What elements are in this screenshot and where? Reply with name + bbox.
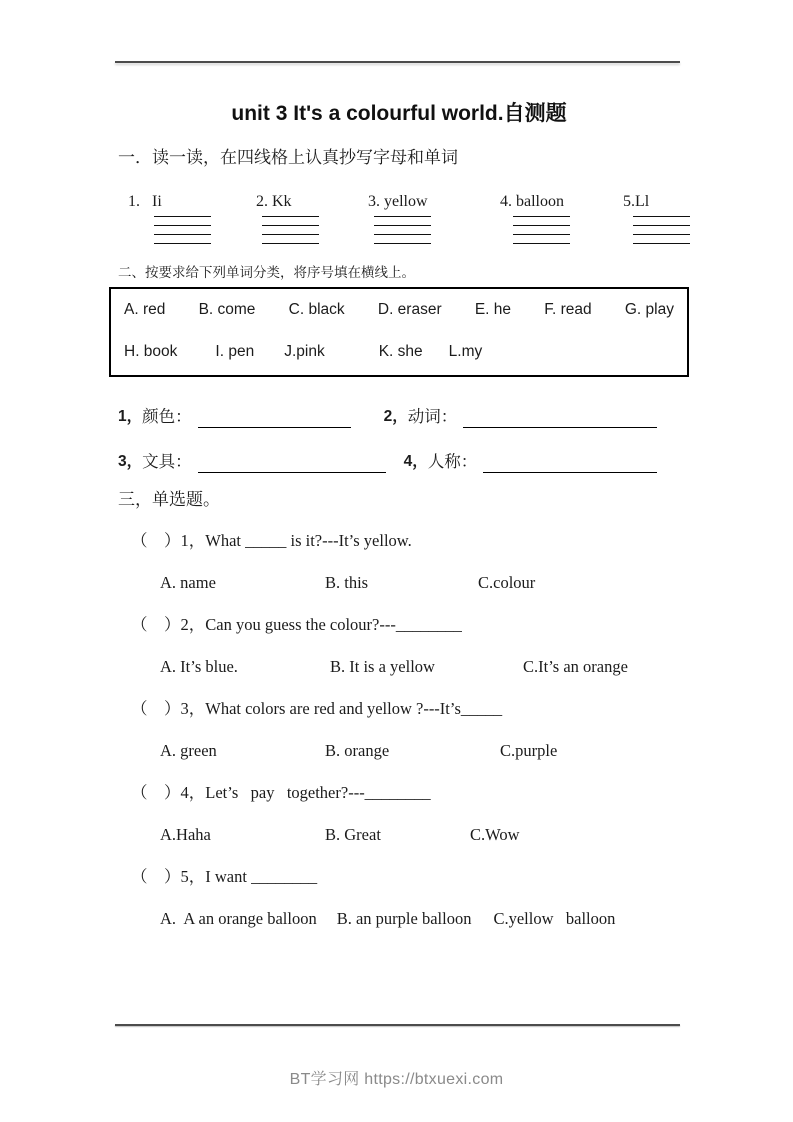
grid-line: [262, 234, 319, 243]
copy-item-label: 1. Ii: [128, 193, 162, 210]
four-line-writing-grid: [262, 216, 319, 252]
question-stem: （ ）2，Can you guess the colour?---________: [131, 615, 462, 634]
grid-line: [262, 216, 319, 225]
option: B. orange: [325, 741, 390, 760]
four-line-writing-grid: [513, 216, 570, 252]
grid-line: [633, 234, 690, 243]
word-bank-item: E. he: [474, 301, 512, 318]
question-block: [118, 531, 680, 593]
question-stem: （ ）1，What _____ is it?---It’s yellow.: [131, 531, 412, 550]
option: A.Haha: [160, 825, 211, 844]
option: C.It’s an orange: [523, 657, 628, 676]
category-label: 文具：: [142, 452, 192, 471]
category-label: 颜色：: [142, 407, 192, 426]
option: B. this: [325, 573, 369, 592]
page-title: unit 3 It's a colourful world.自测题: [231, 102, 567, 125]
option: C.colour: [478, 573, 536, 592]
grid-line: [633, 225, 690, 234]
word-bank-item: I. pen: [215, 343, 255, 360]
word-bank-item: K. she: [378, 343, 423, 360]
question-block: [118, 699, 680, 761]
category-blank: [483, 453, 657, 473]
copy-item-label: 3. yellow: [368, 193, 428, 210]
category-blank: [198, 408, 351, 428]
option: C.purple: [500, 741, 558, 760]
word-bank-row: [124, 300, 674, 320]
category-number: 3，: [118, 453, 143, 470]
category-blank: [198, 453, 386, 473]
question-stem: （ ）5，I want ________: [131, 867, 318, 886]
question-block: [118, 615, 680, 677]
section-three-heading: 三，单选题。: [118, 490, 220, 509]
option: A. green: [160, 741, 217, 760]
option: C.Wow: [470, 825, 520, 844]
word-bank-box: [109, 287, 689, 377]
category-fill-row: [118, 451, 680, 473]
word-bank-item: L.my: [448, 343, 483, 360]
copy-item: [368, 192, 500, 254]
multiple-choice-questions: [118, 531, 680, 929]
copy-item-label: 5.Ll: [623, 193, 650, 210]
copy-item: [500, 192, 623, 254]
bottom-divider: [115, 1024, 680, 1026]
category-blank: [463, 408, 657, 428]
four-line-writing-grid: [374, 216, 431, 252]
grid-line: [154, 216, 211, 225]
grid-line: [513, 225, 570, 234]
question-block: [118, 867, 680, 929]
question-stem: （ ）3，What colors are red and yellow ?---It’s_____: [131, 699, 503, 718]
grid-line: [154, 225, 211, 234]
option: C.yellow balloon: [493, 909, 616, 928]
grid-line: [633, 243, 690, 252]
question-options: [118, 573, 680, 593]
four-line-writing-grid: [154, 216, 211, 252]
word-bank-row: [124, 342, 674, 362]
category-number: 1，: [118, 408, 143, 425]
word-bank-item: B. come: [198, 301, 256, 318]
four-line-writing-grid: [633, 216, 690, 252]
footer-site-credit: BT学习网 https://btxuexi.com: [289, 1071, 504, 1088]
question-block: [118, 783, 680, 845]
grid-line: [633, 216, 690, 225]
option: B. an purple balloon: [336, 909, 472, 928]
category-number: 4，: [403, 453, 428, 470]
grid-line: [374, 216, 431, 225]
category-label: 人称：: [427, 452, 478, 471]
grid-line: [374, 243, 431, 252]
grid-line: [262, 225, 319, 234]
question-options: [118, 825, 680, 845]
option: A. A an orange balloon: [160, 909, 317, 928]
word-bank-item: A. red: [124, 301, 166, 318]
grid-line: [513, 234, 570, 243]
category-number: 2，: [383, 408, 408, 425]
copy-practice-row: [118, 192, 680, 254]
word-bank-item: F. read: [544, 301, 592, 318]
copy-item-label: 2. Kk: [256, 193, 292, 210]
question-options: [118, 909, 680, 929]
category-label: 动词：: [407, 407, 458, 426]
section-two-heading: 二、按要求给下列单词分类，将序号填在横线上。: [118, 265, 415, 280]
category-fill-row: [118, 406, 680, 428]
copy-item-label: 4. balloon: [500, 193, 564, 210]
word-bank-item: G. play: [624, 301, 674, 318]
option: B. It is a yellow: [330, 657, 435, 676]
question-options: [118, 657, 680, 677]
option: A. It’s blue.: [160, 657, 238, 676]
question-stem: （ ）4，Let’s pay together?---________: [131, 783, 431, 802]
copy-item: [128, 192, 256, 254]
word-bank-item: D. eraser: [377, 301, 442, 318]
option: A. name: [160, 573, 216, 592]
grid-line: [374, 234, 431, 243]
copy-item: [623, 192, 680, 254]
word-bank-item: C. black: [288, 301, 345, 318]
word-bank-item: H. book: [124, 343, 178, 360]
grid-line: [513, 243, 570, 252]
word-bank-item: J.pink: [284, 343, 325, 360]
grid-line: [262, 243, 319, 252]
section-one-heading: 一．读一读，在四线格上认真抄写字母和单词: [118, 148, 458, 167]
grid-line: [513, 216, 570, 225]
grid-line: [374, 225, 431, 234]
question-options: [118, 741, 680, 761]
copy-item: [256, 192, 368, 254]
option: B. Great: [325, 825, 381, 844]
worksheet-content: [118, 0, 680, 951]
grid-line: [154, 234, 211, 243]
grid-line: [154, 243, 211, 252]
